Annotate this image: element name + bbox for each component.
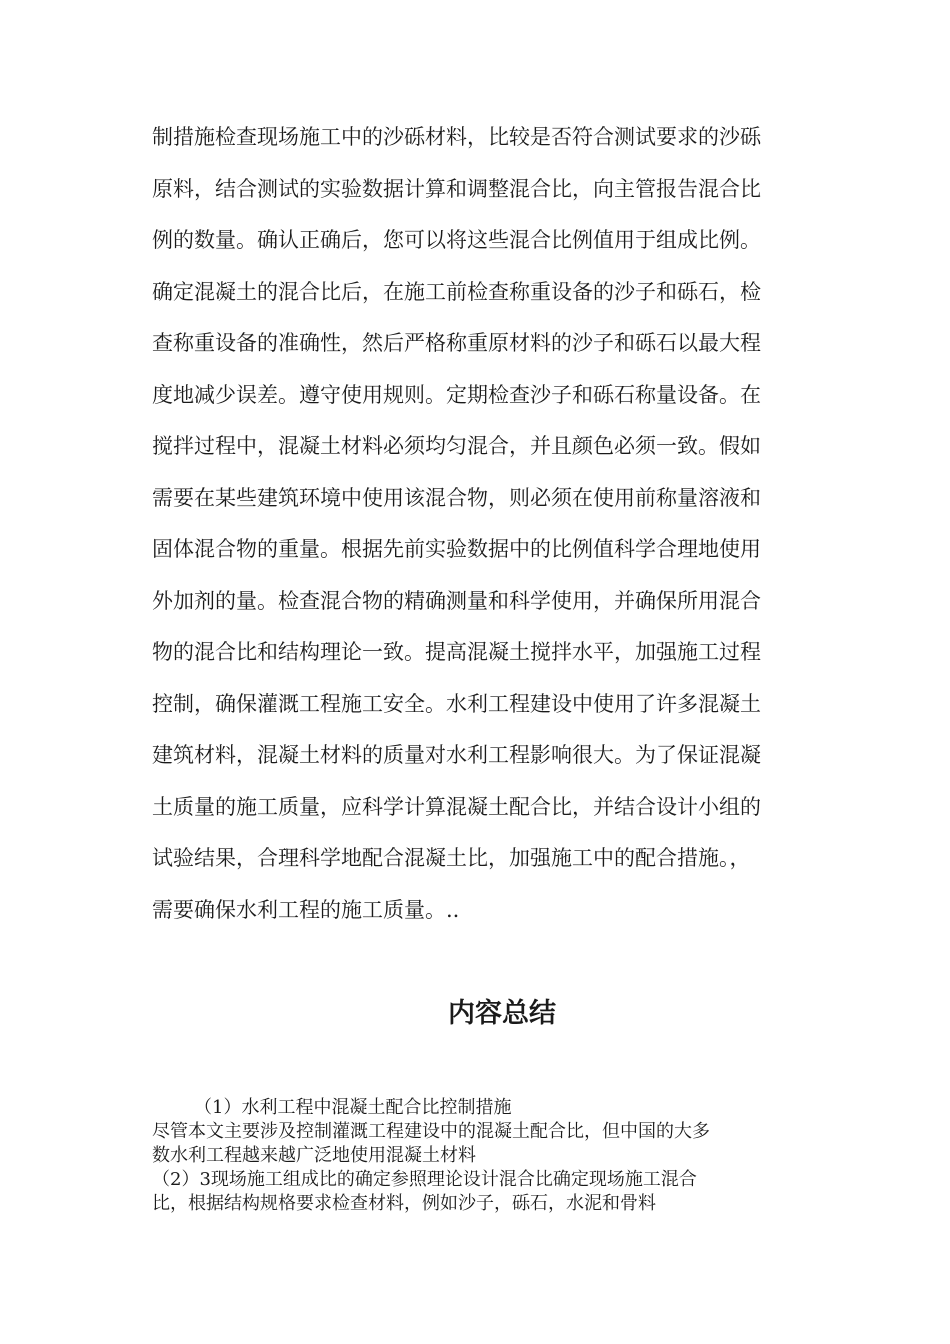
summary-item-1-text: 数水利工程越来越广泛地使用混凝土材料 bbox=[152, 1145, 476, 1166]
body-line: 土质量的施工质量，应科学计算混凝土配合比，并结合设计小组的 bbox=[152, 794, 761, 819]
body-line: 控制，确保灌溉工程施工安全。水利工程建设中使用了许多混凝土 bbox=[152, 691, 761, 716]
summary-item-2-text: 比，根据结构规格要求检查材料，例如沙子，砾石，水泥和骨料 bbox=[152, 1193, 656, 1214]
summary-section bbox=[152, 1096, 812, 1216]
summary-item-1-title: （1）水利工程中混凝土配合比控制措施 bbox=[194, 1097, 512, 1118]
body-line: 固体混合物的重量。根据先前实验数据中的比例值科学合理地使用 bbox=[152, 537, 761, 561]
body-line: 需要在某些建筑环境中使用该混合物，则必须在使用前称量溶液和 bbox=[152, 485, 761, 510]
body-paragraph bbox=[152, 112, 802, 936]
body-line: 原料，结合测试的实验数据计算和调整混合比，向主管报告混合比 bbox=[152, 176, 761, 201]
body-line: 物的混合比和结构理论一致。提高混凝土搅拌水平，加强施工过程 bbox=[152, 640, 761, 664]
body-line: 度地减少误差。遵守使用规则。定期检查沙子和砾石称量设备。在 bbox=[152, 382, 761, 407]
body-line: 搅拌过程中，混凝土材料必须均匀混合，并且颜色必须一致。假如 bbox=[152, 434, 761, 458]
body-line: 例的数量。确认正确后，您可以将这些混合比例值用于组成比例。 bbox=[152, 228, 761, 252]
body-line: 试验结果，合理科学地配合混凝土比，加强施工中的配合措施。， bbox=[152, 846, 751, 870]
body-line: 确定混凝土的混合比后，在施工前检查称重设备的沙子和砾石，检 bbox=[152, 279, 761, 304]
body-line: 外加剂的量。检查混合物的精确测量和科学使用，并确保所用混合 bbox=[152, 588, 761, 613]
body-line: 查称重设备的准确性，然后严格称重原材料的沙子和砾石以最大程 bbox=[152, 331, 761, 355]
body-line: 制措施检查现场施工中的沙砾材料，比较是否符合测试要求的沙砾 bbox=[152, 125, 761, 149]
body-line: 需要确保水利工程的施工质量。.. bbox=[152, 897, 460, 922]
summary-item-1-text: 尽管本文主要涉及控制灌溉工程建设中的混凝土配合比，但中国的大多 bbox=[152, 1121, 710, 1142]
summary-heading: 内容总结 bbox=[448, 998, 556, 1029]
summary-item-2-text: （2）3现场施工组成比的确定参照理论设计混合比确定现场施工混合 bbox=[152, 1169, 697, 1190]
body-line: 建筑材料，混凝土材料的质量对水利工程影响很大。为了保证混凝 bbox=[152, 743, 761, 767]
